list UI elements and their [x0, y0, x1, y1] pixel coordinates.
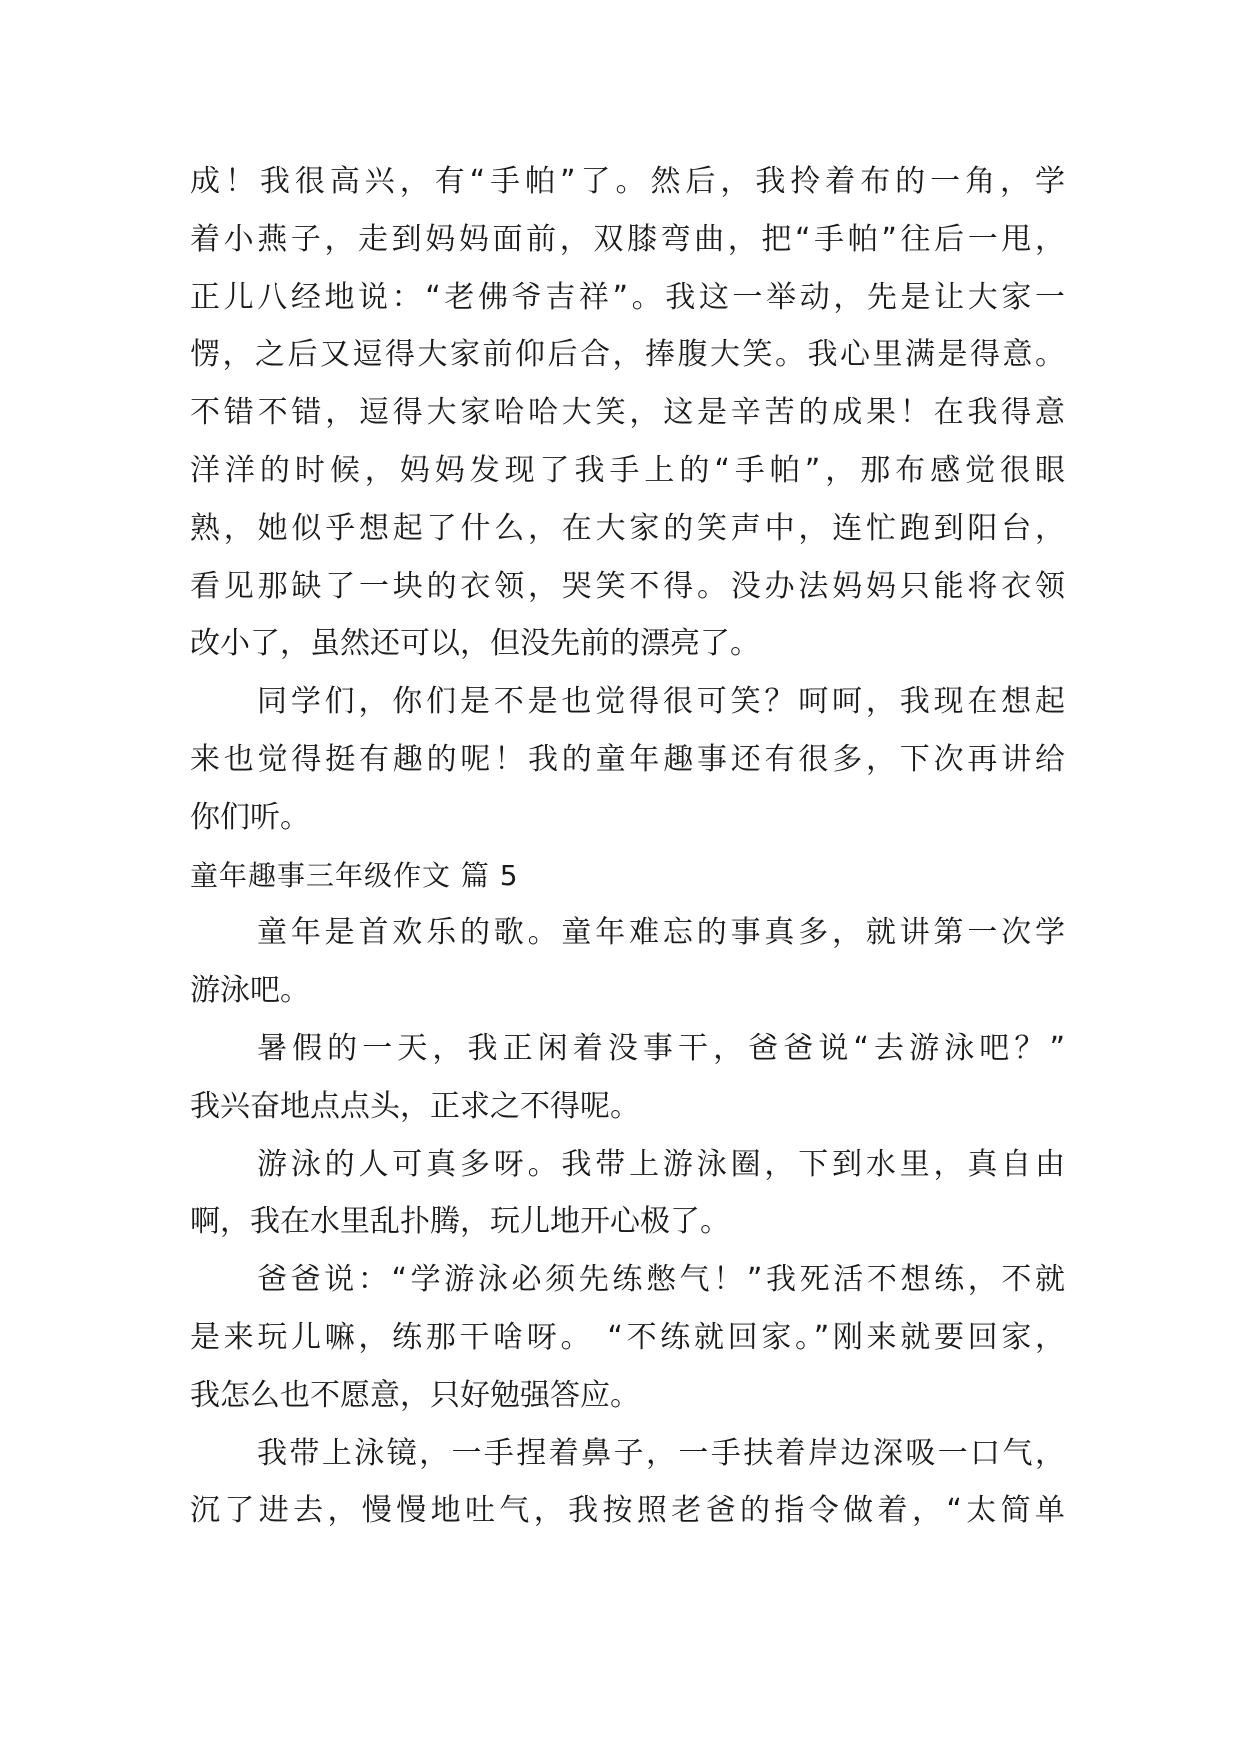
document-body — [190, 153, 1065, 1540]
section-heading: 童年趣事三年级作文 篇 5 — [190, 858, 519, 892]
text-line: 熟，她似乎想起了什么，在大家的笑声中，连忙跑到阳台， — [190, 510, 1065, 546]
text-line: 洋洋的时候，妈妈发现了我手上的“手帕”，那布感觉很眼 — [190, 452, 1065, 488]
text-line: 是来玩儿嘛，练那干啥呀。 “不练就回家。”刚来就要回家， — [190, 1319, 1065, 1355]
text-line: 愣，之后又逗得大家前仰后合，捧腹大笑。我心里满是得意。 — [190, 337, 1065, 373]
paragraph-first-line: 我带上泳镜，一手捏着鼻子，一手扶着岸边深吸一口气， — [257, 1435, 1065, 1471]
text-line: 我兴奋地点点头，正求之不得呢。 — [190, 1088, 640, 1124]
paragraph-first-line: 童年是首欢乐的歌。童年难忘的事真多，就讲第一次学 — [257, 915, 1065, 951]
paragraph-first-line: 暑假的一天，我正闲着没事干，爸爸说“去游泳吧？” — [257, 1030, 1065, 1066]
paragraph-first-line: 爸爸说：“学游泳必须先练憋气！”我死活不想练，不就 — [257, 1262, 1065, 1298]
text-line: 我怎么也不愿意，只好勉强答应。 — [190, 1377, 640, 1413]
text-line: 正儿八经地说：“老佛爷吉祥”。我这一举动，先是让大家一 — [190, 279, 1065, 315]
text-line: 啊，我在水里乱扑腾，玩儿地开心极了。 — [190, 1204, 730, 1240]
text-line: 改小了，虽然还可以，但没先前的漂亮了。 — [190, 626, 760, 662]
text-line: 看见那缺了一块的衣领，哭笑不得。没办法妈妈只能将衣领 — [190, 568, 1065, 604]
text-line: 成！我很高兴，有“手帕”了。然后，我拎着布的一角，学 — [190, 164, 1065, 199]
paragraph-first-line: 同学们，你们是不是也觉得很可笑？呵呵，我现在想起 — [257, 684, 1065, 720]
text-line: 着小燕子，走到妈妈面前，双膝弯曲，把“手帕”往后一甩， — [190, 221, 1065, 257]
text-line: 沉了进去，慢慢地吐气，我按照老爸的指令做着，“太简单 — [190, 1493, 1065, 1529]
paragraph-first-line: 游泳的人可真多呀。我带上游泳圈，下到水里，真自由 — [257, 1146, 1065, 1182]
text-line: 游泳吧。 — [190, 973, 310, 1009]
text-line: 你们听。 — [190, 799, 310, 835]
text-line: 不错不错，逗得大家哈哈大笑，这是辛苦的成果！在我得意 — [190, 395, 1065, 431]
text-line: 来也觉得挺有趣的呢！我的童年趣事还有很多，下次再讲给 — [190, 741, 1065, 777]
